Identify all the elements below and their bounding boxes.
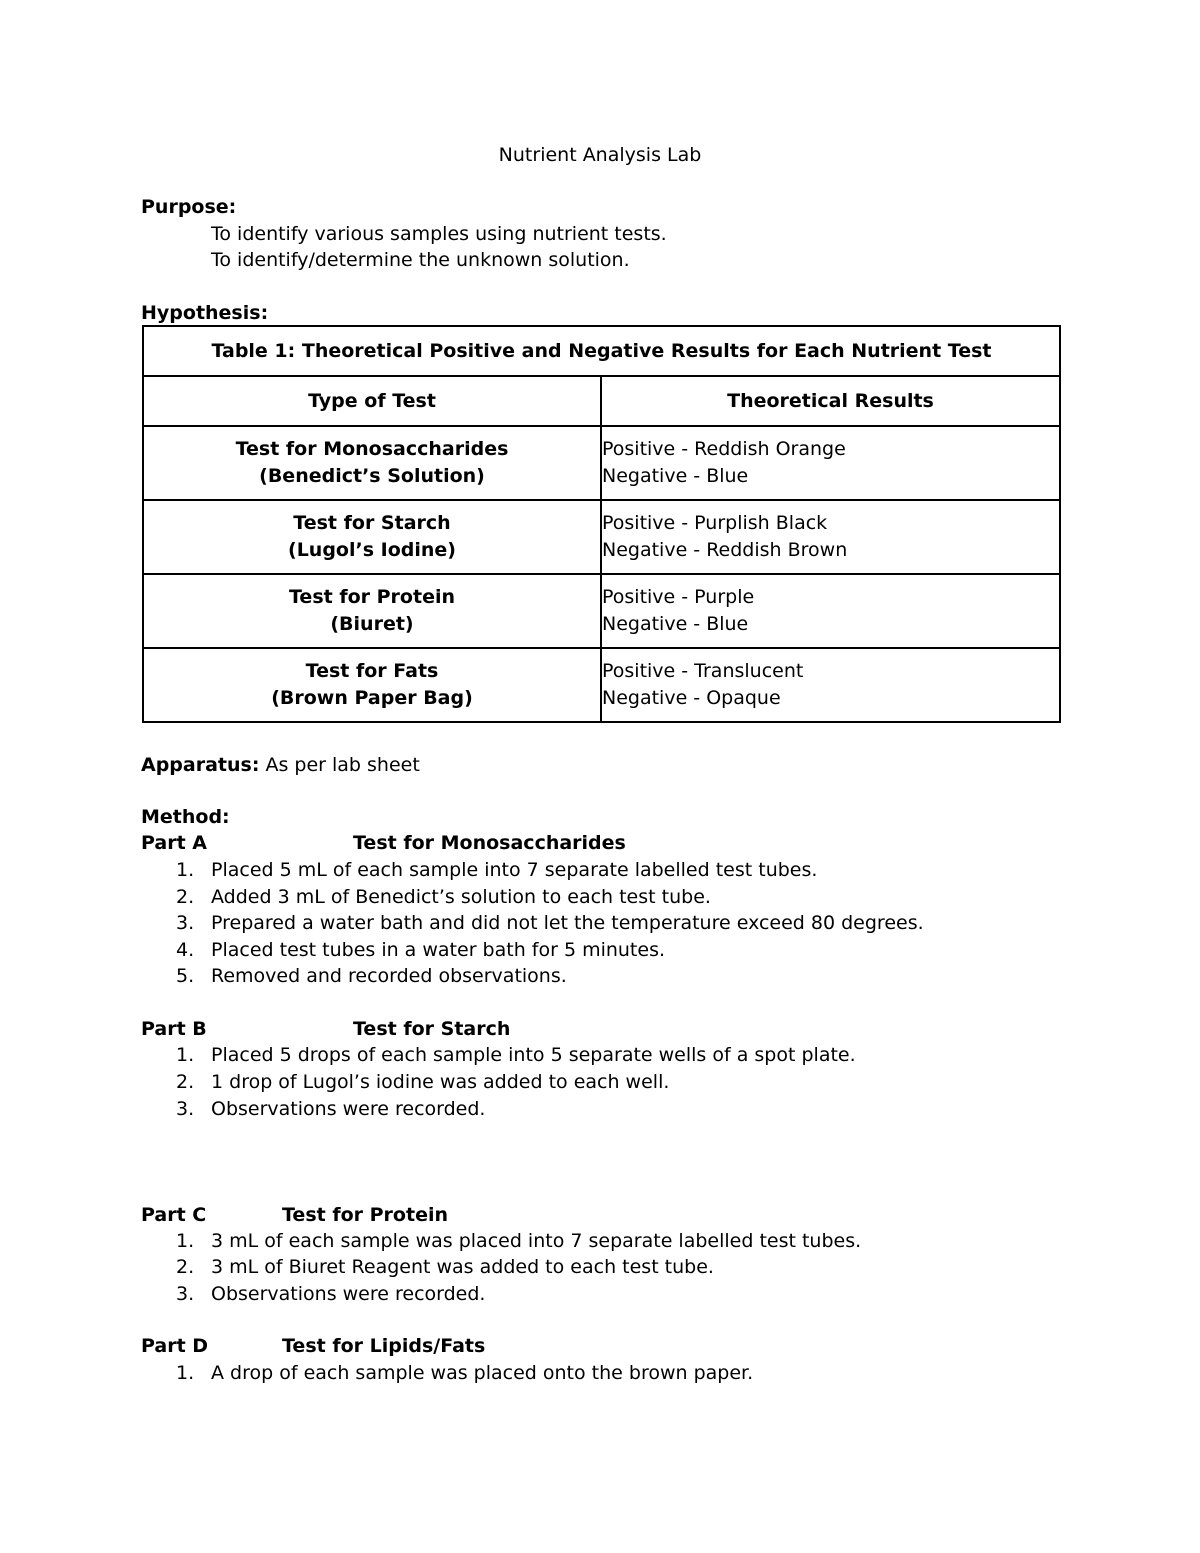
test-reagent: (Biuret) <box>330 613 414 635</box>
step-text: Removed and recorded observations. <box>211 965 567 987</box>
table-row <box>143 500 1060 574</box>
apparatus-text: As per lab sheet <box>259 754 420 776</box>
step-number: 3. <box>176 1283 195 1305</box>
test-cell <box>143 500 601 574</box>
table-row <box>143 648 1060 722</box>
step-text: Observations were recorded. <box>211 1283 486 1305</box>
part-title: Test for Protein <box>282 1204 448 1226</box>
test-name: Test for Protein <box>289 586 455 608</box>
table-row <box>143 426 1060 500</box>
step-number: 2. <box>176 1256 195 1278</box>
step-text: Placed 5 mL of each sample into 7 separate labelled test tubes. <box>211 859 818 881</box>
purpose-line-1: To identify various samples using nutrient tests. <box>211 223 667 245</box>
table-caption: Table 1: Theoretical Positive and Negative Results for Each Nutrient Test <box>143 326 1060 376</box>
step-number: 4. <box>176 939 195 961</box>
column-header-test: Type of Test <box>143 376 601 426</box>
result-cell <box>601 500 1060 574</box>
negative-result: Negative - Blue <box>602 613 749 635</box>
positive-result: Positive - Translucent <box>602 660 804 682</box>
results-table <box>142 325 1061 723</box>
table-row <box>143 574 1060 648</box>
purpose-line-2: To identify/determine the unknown solution. <box>211 249 630 271</box>
negative-result: Negative - Opaque <box>602 687 781 709</box>
part-title: Test for Monosaccharides <box>353 832 626 854</box>
apparatus-line <box>141 752 420 778</box>
part-title: Test for Starch <box>353 1018 511 1040</box>
positive-result: Positive - Purplish Black <box>602 512 828 534</box>
step-number: 3. <box>176 912 195 934</box>
positive-result: Positive - Reddish Orange <box>602 438 846 460</box>
column-header-results: Theoretical Results <box>601 376 1060 426</box>
part-b-heading <box>141 1016 511 1042</box>
part-d-heading <box>141 1333 486 1359</box>
part-title: Test for Lipids/Fats <box>282 1335 486 1357</box>
purpose-heading: Purpose: <box>141 196 237 218</box>
negative-result: Negative - Blue <box>602 465 749 487</box>
test-name: Test for Monosaccharides <box>235 438 509 460</box>
part-a-heading <box>141 830 626 856</box>
test-name: Test for Fats <box>305 660 439 682</box>
test-reagent: (Brown Paper Bag) <box>271 687 473 709</box>
part-label: Part B <box>141 1018 207 1040</box>
part-label: Part C <box>141 1204 207 1226</box>
result-cell <box>601 574 1060 648</box>
step-text: Placed 5 drops of each sample into 5 separate wells of a spot plate. <box>211 1044 856 1066</box>
step-number: 2. <box>176 1071 195 1093</box>
test-cell <box>143 574 601 648</box>
step-number: 2. <box>176 886 195 908</box>
step-text: Observations were recorded. <box>211 1098 486 1120</box>
result-cell <box>601 648 1060 722</box>
step-number: 1. <box>176 1044 195 1066</box>
step-number: 5. <box>176 965 195 987</box>
test-cell <box>143 648 601 722</box>
test-name: Test for Starch <box>293 512 451 534</box>
document-title: Nutrient Analysis Lab <box>498 144 702 166</box>
method-heading: Method: <box>141 806 230 828</box>
part-label: Part D <box>141 1335 209 1357</box>
test-reagent: (Lugol’s Iodine) <box>288 539 456 561</box>
part-c-heading <box>141 1202 448 1228</box>
step-text: Added 3 mL of Benedict’s solution to each test tube. <box>211 886 711 908</box>
hypothesis-heading: Hypothesis: <box>141 302 269 324</box>
test-reagent: (Benedict’s Solution) <box>259 465 485 487</box>
result-cell <box>601 426 1060 500</box>
table-header-row <box>143 376 1060 426</box>
step-number: 1. <box>176 1230 195 1252</box>
negative-result: Negative - Reddish Brown <box>602 539 848 561</box>
table-caption-row <box>143 326 1060 376</box>
step-number: 1. <box>176 859 195 881</box>
step-text: Placed test tubes in a water bath for 5 minutes. <box>211 939 666 961</box>
part-label: Part A <box>141 832 208 854</box>
step-text: 3 mL of Biuret Reagent was added to each test tube. <box>211 1256 714 1278</box>
step-text: A drop of each sample was placed onto the brown paper. <box>211 1362 754 1384</box>
step-number: 1. <box>176 1362 195 1384</box>
apparatus-heading: Apparatus: <box>141 754 260 776</box>
step-text: Prepared a water bath and did not let the temperature exceed 80 degrees. <box>211 912 924 934</box>
test-cell <box>143 426 601 500</box>
positive-result: Positive - Purple <box>602 586 755 608</box>
step-number: 3. <box>176 1098 195 1120</box>
step-text: 3 mL of each sample was placed into 7 separate labelled test tubes. <box>211 1230 862 1252</box>
step-text: 1 drop of Lugol’s iodine was added to each well. <box>211 1071 670 1093</box>
